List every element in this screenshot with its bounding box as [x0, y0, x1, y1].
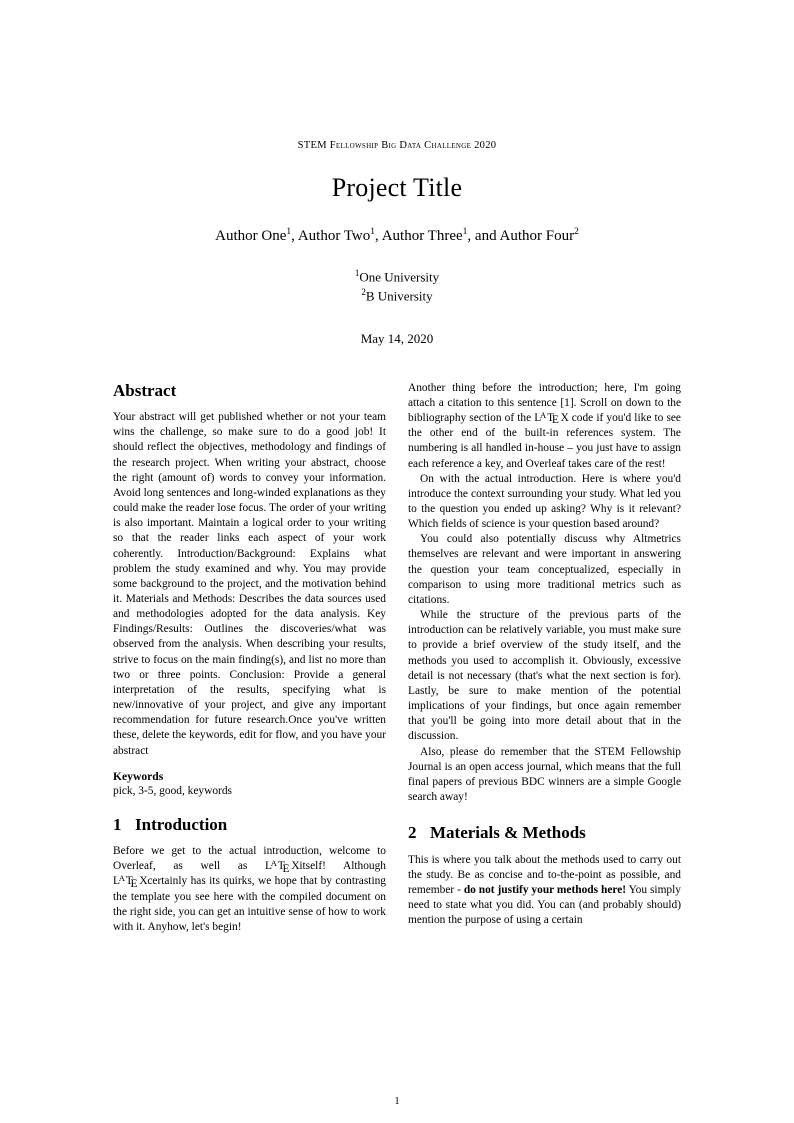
keywords-heading: Keywords: [113, 769, 164, 783]
latex-logo: $L^ATE$ X: [113, 873, 148, 890]
affiliation-list: [113, 267, 681, 305]
affiliation-marker: 1: [354, 268, 360, 278]
keywords-text: pick, 3-5, good, keywords: [113, 784, 232, 797]
intro-text-c: certainly has its quirks, we hope that by contrasting the template you see here with the compiled document on the right side, you can get an intuitive sense of how to work with it. Anyhow, let's begin!: [113, 875, 386, 933]
page-number: 1: [394, 1096, 400, 1107]
author-one-affil-marker: 1: [286, 227, 292, 237]
right-column: [408, 381, 681, 935]
paragraph-journal: Also, please do remember that the STEM Fellowship Journal is an open access journal, which means that the full final papers of previous BDC winners are a simple Google search away!: [408, 745, 681, 803]
affiliation-item: [113, 286, 681, 305]
paragraph-actual-intro: On with the actual introduction. Here is where you'd introduce the context surrounding your study. What led you to the question you ended up asking? Why is it relevant? Which fields of science is your question based around?: [408, 472, 681, 531]
publication-date: May 14, 2020: [360, 330, 434, 346]
methods-emphasis: do not justify your methods here!: [463, 883, 627, 896]
author-four-affil-marker: 2: [574, 227, 579, 237]
author-list: [113, 227, 681, 245]
latex-logo: $L^ATE$ X: [534, 410, 569, 427]
author-three: , Author Three: [375, 228, 463, 244]
section-heading-materials-methods: [408, 823, 681, 843]
section-number: 2: [408, 823, 417, 843]
section-title: Introduction: [135, 814, 228, 834]
affiliation-item: [113, 267, 681, 286]
author-four: , and Author Four: [467, 228, 575, 244]
intro-continued-paragraph: [408, 381, 681, 472]
paper-content: [113, 140, 681, 935]
citation-text-b: code if you'd like to see the other end of the built-in references system. The numbering is all handled in-house – you just have to assign each reference a key, and Overleaf takes care of the rest!: [408, 412, 681, 470]
two-column-body: [113, 381, 681, 935]
latex-logo: $L^ATE$ X: [265, 858, 300, 875]
author-two-affil-marker: 1: [370, 227, 376, 237]
introduction-paragraph-1: [113, 844, 386, 935]
intro-text-a: Before we get to the actual introduction, welcome to Overleaf, as well as: [113, 845, 386, 873]
author-one: Author One: [215, 228, 287, 244]
section-number: 1: [113, 814, 122, 834]
author-two: , Author Two: [291, 228, 371, 244]
abstract-text: Your abstract will get published whether or not your team wins the challenge, so make sure to do a good job! It should reflect the objectives, methodology and findings of the research project. When writing your abstract, choose the right (amount of) words to convey your information. Avoid long sentences and long-winded explanations as they could make the reader lose focus. The order of your writing is also important. Maintain a logical order to your writing so that the reader links each aspect of your work coherently. Introduction/Background: Explains what problem the study examined and why. You may provide some background to the project, and the motivation behind it. Materials and Methods: Describes the data sources used and methodologies adopted for the data analysis. Key Findings/Results: Outlines the discoveries/what was observed from the analysis. When describing your results, strive to focus on the main finding(s), and list no more than two or three points. Conclusion: Provide a general interpretation of the results, specifying what is new/innovative of your project, and give any important recommendation for future research.Once you've written these, delete the keywords, edit for flow, and you have your abstract: [113, 411, 386, 757]
methods-text-b: You simply need to state what you did. You can (and probably should) mention the purpose of using a certain: [408, 883, 681, 927]
paragraph-structure: While the structure of the previous parts of the introduction can be relatively variable, you must make sure to provide a brief overview of the study itself, and the methods you used to accomplish it. Obviously, excessive detail is not necessary (that's what the next section is for). Lastly, be sure to make mention of the potential implications of your findings, but once again remember that you'll be going into more detail about that in the discussion.: [408, 609, 681, 743]
section-title: Materials & Methods: [430, 823, 586, 843]
abstract-heading: Abstract: [113, 380, 177, 400]
affiliation-name: One University: [359, 269, 440, 285]
methods-text-a: This is where you talk about the methods used to carry out the study. Be as concise and to-the-point as possible, and remember -: [408, 853, 681, 896]
intro-text-b: itself! Although: [299, 860, 386, 873]
affiliation-name: B University: [365, 288, 433, 304]
running-head: STEM Fellowship Big Data Challenge 2020: [297, 140, 497, 151]
page-title: Project Title: [331, 173, 463, 202]
section-heading-introduction: [113, 815, 386, 835]
author-three-affil-marker: 1: [462, 227, 468, 237]
citation-text-a: Another thing before the introduction; here, I'm going attach a citation to this sentence [1]. Scroll on down to the bibliography section of the: [408, 381, 681, 425]
materials-methods-paragraph-1: [408, 853, 681, 929]
affiliation-marker: 2: [361, 286, 366, 297]
paragraph-altmetrics: You could also potentially discuss why Altmetrics themselves are relevant and were important in answering the question your team conceptualized, especially in comparison to using more traditional metrics such as citations.: [408, 533, 681, 606]
left-column: [113, 381, 386, 935]
